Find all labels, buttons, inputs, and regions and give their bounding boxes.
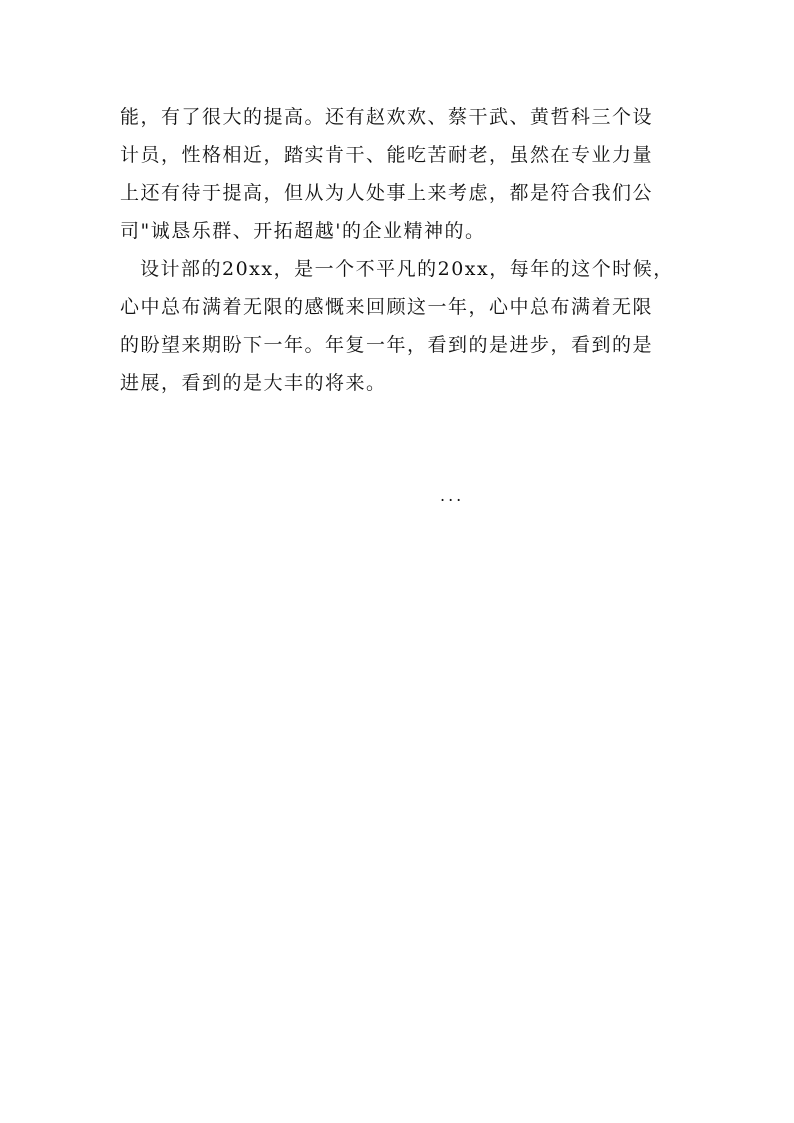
paragraph-line: 进展，看到的是大丰的将来。 xyxy=(120,372,387,394)
paragraph-line: 的盼望来期盼下一年。年复一年，看到的是进步，看到的是 xyxy=(120,334,654,356)
paragraph-line: 上还有待于提高，但从为人处事上来考虑，都是符合我们公 xyxy=(120,182,654,204)
paragraph-first-line: 设计部的20xx，是一个不平凡的20xx，每年的这个时候， xyxy=(140,258,674,280)
document-body xyxy=(120,98,686,402)
paragraph-2 xyxy=(120,250,686,402)
continuation-ellipsis: ... xyxy=(440,486,465,505)
paragraph-line: 计员，性格相近，踏实肯干、能吃苦耐老，虽然在专业力量 xyxy=(120,144,654,166)
paragraph-line: 能，有了很大的提高。还有赵欢欢、蔡干武、黄哲科三个设 xyxy=(120,106,654,128)
paragraph-line: 心中总布满着无限的感慨来回顾这一年，心中总布满着无限 xyxy=(120,296,654,318)
paragraph-line: 司"诚恳乐群、开拓超越'的企业精神的。 xyxy=(120,220,486,242)
paragraph-1 xyxy=(120,98,686,250)
